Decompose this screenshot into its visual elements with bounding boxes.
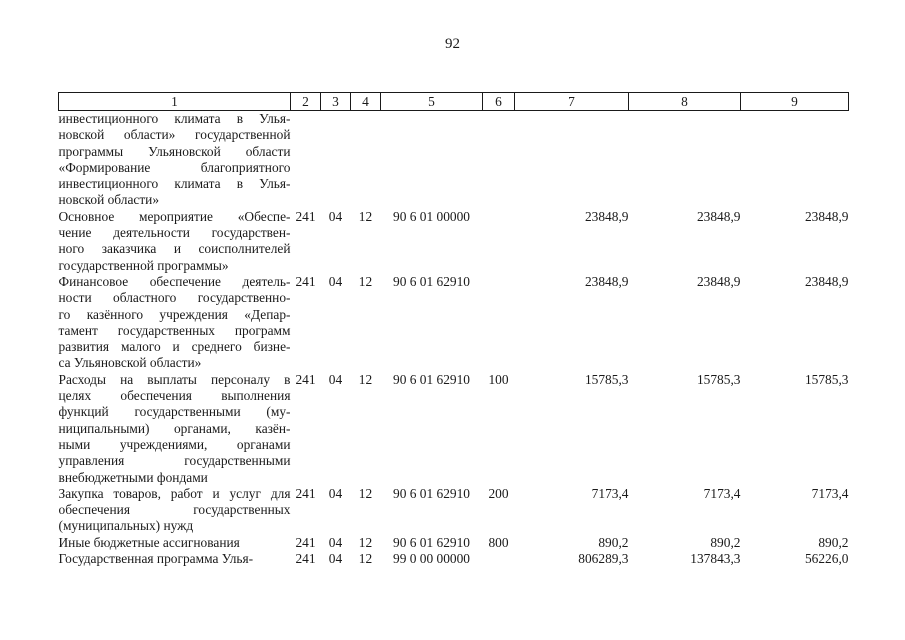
cell-amount-year3: 56226,0 [804,551,849,567]
cell-amount-year1: 806289,3 [578,551,629,567]
cell-subsection: 12 [358,371,373,387]
column-header-6: 6 [483,93,515,111]
description-line: ниципальными) органами, казён- [58,420,291,436]
description-line: Закупка товаров, работ и услуг для [58,485,291,501]
table-header-row [59,93,849,111]
table-row [59,209,849,274]
cell-expense-type [483,209,515,274]
cell-amount-year3 [741,111,849,209]
description-line: го казённого учреждения «Депар- [58,306,291,322]
cell-gv [291,111,321,209]
budget-table [58,92,849,567]
cell-amount-year2: 137843,3 [690,551,741,567]
cell-target-article [381,111,483,209]
column-header-3: 3 [321,93,351,111]
table-row [59,111,849,209]
cell-description [59,486,291,535]
table-row [59,486,849,535]
cell-description [59,111,291,209]
table-row [59,372,849,486]
description-line: программы Ульяновской области [58,143,291,159]
cell-expense-type: 200 [488,485,509,501]
table-row [59,535,849,551]
cell-section: 04 [328,551,343,567]
description-line: Финансовое обеспечение деятель- [58,273,291,289]
cell-subsection: 12 [358,208,373,224]
description-line: ности областного государственно- [58,290,291,306]
description-line: развития малого и среднего бизне- [58,339,291,355]
description-line: Государственная программа Улья- [58,551,254,567]
cell-subsection: 12 [358,273,373,289]
description-line: инвестиционного климата в Улья- [58,111,291,126]
cell-target-article: 90 6 01 62910 [393,485,470,501]
cell-target-article: 90 6 01 62910 [393,371,470,387]
cell-amount-year2: 7173,4 [703,485,741,501]
description-line: целях обеспечения выполнения [58,388,291,404]
description-line: обеспечения государственных [58,502,291,518]
description-line: Основное мероприятие «Обеспе- [58,208,291,224]
cell-amount-year2: 15785,3 [696,371,741,387]
table-row [59,551,849,567]
cell-expense-type [483,274,515,372]
cell-expense-type [483,551,515,567]
description-line: функций государственными (му- [58,404,291,420]
cell-section: 04 [328,371,343,387]
cell-amount-year2 [629,111,741,209]
cell-expense-type [483,111,515,209]
description-line: управления государственными [58,453,291,469]
cell-expense-type: 100 [488,371,509,387]
cell-amount-year3: 15785,3 [804,371,849,387]
cell-amount-year1: 15785,3 [584,371,629,387]
cell-gv: 241 [295,485,316,501]
description-line: «Формирование благоприятного [58,159,291,175]
cell-amount-year1: 23848,9 [584,273,629,289]
column-header-7: 7 [515,93,629,111]
cell-gv: 241 [295,371,316,387]
cell-target-article: 90 6 01 00000 [393,208,470,224]
cell-amount-year2: 890,2 [710,534,741,550]
table-body [59,111,849,568]
cell-gv: 241 [295,534,316,550]
cell-description [59,535,291,551]
cell-subsection: 12 [358,534,373,550]
description-line: новской области» [58,192,160,208]
cell-amount-year3: 23848,9 [804,208,849,224]
description-line: новской области» государственной [58,127,291,143]
cell-amount-year3: 7173,4 [811,485,849,501]
description-line: внебюджетными фондами [58,469,208,485]
cell-section: 04 [328,534,343,550]
cell-amount-year1: 890,2 [598,534,629,550]
cell-amount-year3: 890,2 [818,534,849,550]
description-line: ными учреждениями, органами [58,436,291,452]
description-line: чение деятельности государствен- [58,225,291,241]
table-row [59,274,849,372]
cell-section: 04 [328,485,343,501]
description-line: Расходы на выплаты персоналу в [58,371,291,387]
cell-subsection [351,111,381,209]
description-line: са Ульяновской области» [58,355,202,371]
cell-amount-year2: 23848,9 [696,273,741,289]
cell-amount-year3: 23848,9 [804,273,849,289]
column-header-9: 9 [741,93,849,111]
cell-amount-year1 [515,111,629,209]
description-line: инвестиционного климата в Улья- [58,176,291,192]
description-line: Иные бюджетные ассигнования [58,534,240,550]
column-header-5: 5 [381,93,483,111]
column-header-4: 4 [351,93,381,111]
cell-expense-type: 800 [488,534,509,550]
cell-description [59,372,291,486]
description-line: государственной программы» [58,257,229,273]
cell-target-article: 90 6 01 62910 [393,273,470,289]
cell-amount-year1: 23848,9 [584,208,629,224]
cell-section [321,111,351,209]
cell-section: 04 [328,273,343,289]
cell-subsection: 12 [358,485,373,501]
cell-amount-year1: 7173,4 [591,485,629,501]
cell-target-article: 99 0 00 00000 [393,551,470,567]
cell-gv: 241 [295,208,316,224]
page-number: 92 [445,36,460,52]
cell-amount-year2: 23848,9 [696,208,741,224]
cell-target-article: 90 6 01 62910 [393,534,470,550]
cell-gv: 241 [295,273,316,289]
description-line: (муниципальных) нужд [58,518,194,534]
description-line: ного заказчика и соисполнителей [58,241,291,257]
cell-section: 04 [328,208,343,224]
description-line: тамент государственных программ [58,322,291,338]
column-header-2: 2 [291,93,321,111]
cell-description [59,274,291,372]
cell-description [59,551,291,567]
column-header-1: 1 [59,93,291,111]
cell-subsection: 12 [358,551,373,567]
cell-gv: 241 [295,551,316,567]
cell-description [59,209,291,274]
column-header-8: 8 [629,93,741,111]
